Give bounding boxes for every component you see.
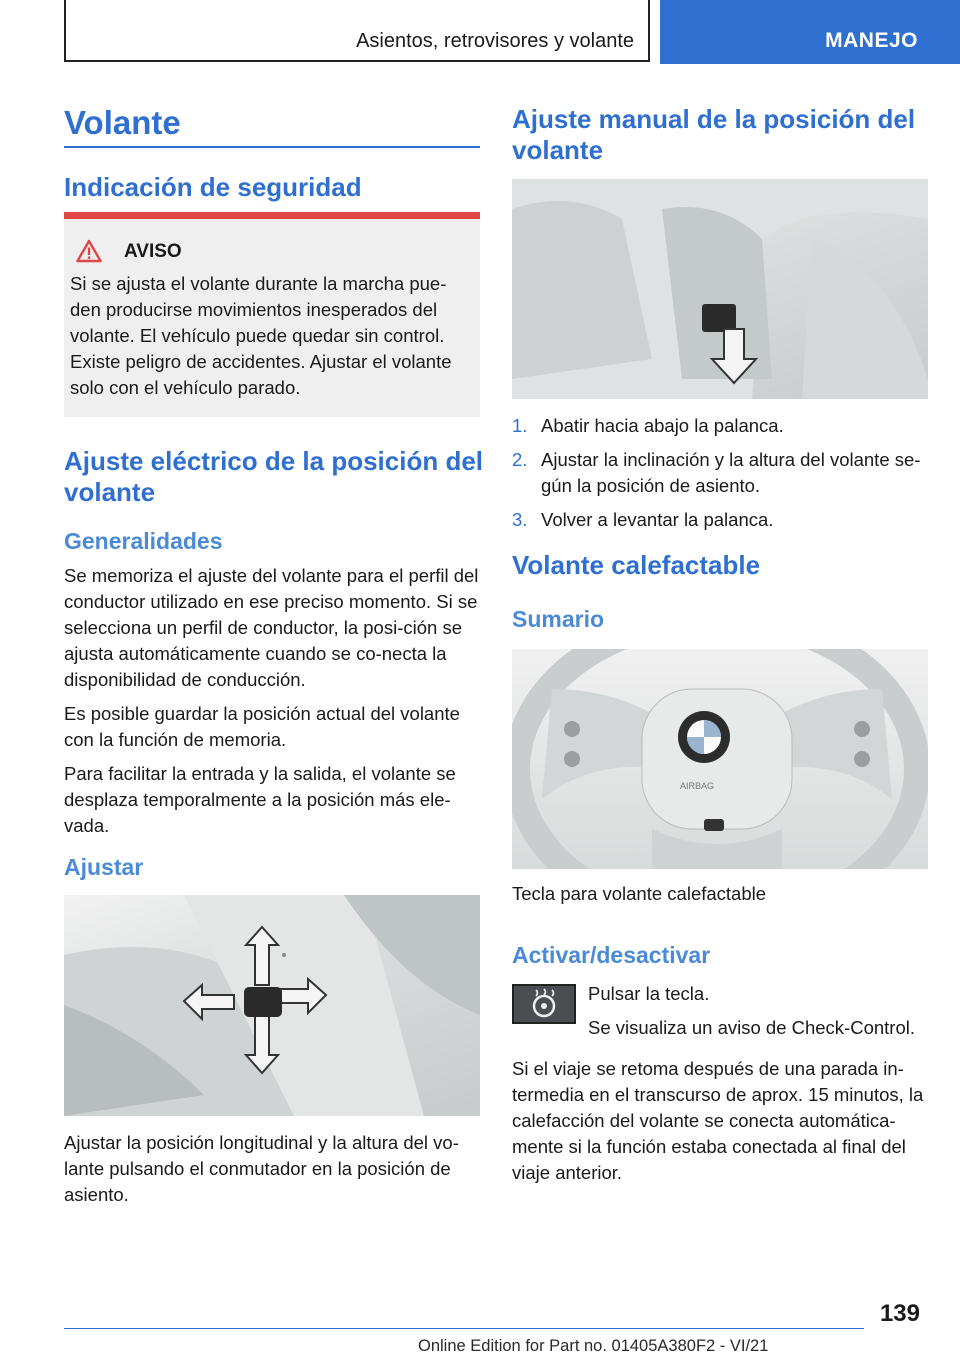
heated-wheel-button-icon [512, 984, 576, 1024]
toggle-line-2: Se visualiza un aviso de Check-Control. [588, 1017, 915, 1038]
general-paragraph-2: Es posible guardar la posición actual del volante con la función de memoria. [64, 703, 460, 750]
manual-steps-list [512, 413, 930, 541]
edition-note: Online Edition for Part no. 01405A380F2 - VI/21 [418, 1337, 769, 1355]
toggle-line-1: Pulsar la tecla. [588, 983, 710, 1004]
warning-box [64, 219, 480, 417]
manual-step-2: 2. Ajustar la inclinación y la altura del volante se-gún la posición de asiento. [512, 449, 921, 496]
warning-triangle-icon [76, 239, 102, 263]
header-chapter-title: MANEJO [825, 29, 918, 52]
safety-heading: Indicación de seguridad [64, 172, 362, 202]
heated-wheel-paragraph: Si el viaje se retoma después de una parada in-termedia en el transcurso de aprox. 15 minutos, la calefacción del volante se conecta automática-mente si la función estaba conectada al final del viaje anterior. [512, 1058, 924, 1183]
adjust-caption: Ajustar la posición longitudinal y la altura del vo-lante pulsando el conmutador en la posición de asiento. [64, 1132, 459, 1205]
manual-step-3: 3. Volver a levantar la palanca. [512, 509, 774, 530]
manual-step-1: 1. Abatir hacia abajo la palanca. [512, 415, 784, 436]
electric-adjust-heading: Ajuste eléctrico de la posición del volante [64, 446, 484, 507]
toggle-heading: Activar/desactivar [512, 942, 711, 968]
general-paragraph-3: Para facilitar la entrada y la salida, el volante se desplaza temporalmente a la posición más ele-vada. [64, 763, 456, 836]
header-chapter-tab [660, 0, 960, 64]
header-section-title: Asientos, retrovisores y volante [356, 30, 634, 52]
page-title: Volante [64, 104, 181, 141]
header-section-tab [64, 0, 650, 62]
warning-label: AVISO [124, 241, 182, 262]
warning-text: Si se ajusta el volante durante la marcha pue- den producirse movimientos inesperados del volante. El vehículo puede quedar sin control. Existe peligro de accidentes. Ajustar el volante solo con el vehículo parado. [70, 273, 452, 398]
general-heading: Generalidades [64, 528, 223, 554]
summary-caption: Tecla para volante calefactable [512, 883, 767, 904]
footer-divider [64, 1328, 864, 1329]
heated-wheel-heading: Volante calefactable [512, 550, 761, 580]
steering-switch-photo [64, 895, 480, 1116]
page-number: 139 [879, 1300, 920, 1327]
general-paragraph-1: Se memoriza el ajuste del volante para el perfil del conductor utilizado en ese preciso momento. Si se selecciona un perfil de conductor, la posi-ción se ajusta automáticamente cuando se co-necta la disponibilidad de conducción. [64, 565, 479, 690]
manual-adjust-heading: Ajuste manual de la posición del volante [512, 104, 916, 165]
title-divider [64, 146, 480, 148]
adjust-heading: Ajustar [64, 854, 144, 880]
steering-wheel-photo [512, 649, 928, 869]
warning-bar [64, 212, 480, 219]
summary-heading: Sumario [512, 606, 605, 632]
general-text [64, 563, 482, 847]
airbag-label: AIRBAG [680, 781, 715, 791]
toggle-instructions [588, 981, 915, 1049]
steering-lever-photo [512, 179, 928, 399]
